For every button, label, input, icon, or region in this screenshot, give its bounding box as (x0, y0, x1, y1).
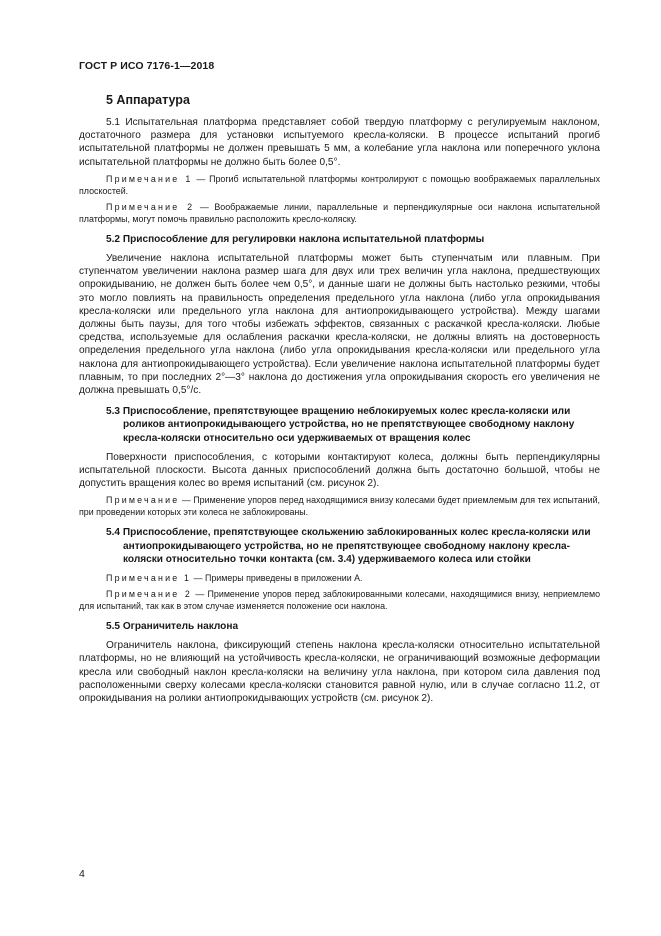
note-text: — Прогиб испытательной платформы контролируют с помощью воображаемых параллельных плоскостей. (79, 173, 601, 196)
note-label: Примечание 1 (106, 173, 193, 184)
note-label: Примечание 1 (106, 573, 192, 584)
note-label: Примечание 2 (106, 589, 193, 600)
page-content (79, 93, 600, 705)
page-number: 4 (79, 868, 85, 880)
subsection-5-5-title: 5.5 Ограничитель наклона (106, 621, 239, 633)
note-2 (79, 201, 600, 225)
note-text: — Применение упоров перед заблокированными колесами, находящимися внизу, неприемлемо для испытаний, так как в этом случае изменяется положение оси наклона. (79, 589, 600, 612)
note-1 (79, 173, 600, 197)
section-title: 5 Аппаратура (106, 93, 190, 107)
note-text: — Воображаемые линии, параллельные и перпендикулярные оси наклона испытательной платформы, могут помочь правильно расположить кресло-коляску. (79, 201, 601, 224)
document-header: ГОСТ Р ИСО 7176-1—2018 (79, 60, 215, 72)
paragraph-5-5: Ограничитель наклона, фиксирующий степень наклона кресла-коляски относительно испытательной платформы, но не влияющий на устойчивость кресла-коляски, не ограничивающий возможные деформации кресла или свободный наклон кресла-коляски на величину угла наклона, при котором сила давления под расположенными сверху колесами кресла-коляски становится равной нулю, или в случае согласно 11.2, от опрокидывания на ролики антиопрокидывающих устройств (см. рисунок 2). (79, 640, 600, 705)
paragraph-5-3: Поверхности приспособления, с которыми контактируют колеса, должны быть перпендикулярны испытательной плоскости. Высота данных приспособлений должна быть достаточно большой, чтобы не допустить вращения колес во время испытаний (см. рисунок 2). (79, 451, 600, 490)
subsection-5-2-title: 5.2 Приспособление для регулировки наклона испытательной платформы (106, 233, 485, 245)
paragraph-5-1: 5.1 Испытательная платформа представляет собой твердую платформу с регулируемым наклоном, достаточного размера для установки испытуемого кресла-коляски. В процессе испытаний прогиб испытательной платформы не должен превышать 5 мм, а колебание угла наклона или поперечного уклона испытательной платформы не должно быть более 0,5°. (79, 117, 600, 168)
subsection-5-3-title: 5.3 Приспособление, препятствующее вращению неблокируемых колес кресла-коляски или роликов антиопрокидывающего устройства, но не препятствующее свободному наклону кресла-коляски относительно оси удерживаемых от вращения колес (106, 406, 575, 444)
paragraph-5-2: Увеличение наклона испытательной платформы может быть ступенчатым или плавным. При ступенчатом увеличении наклона размер шага для двух или трех величин угла наклона, предшествующих опрокидыванию, не должен быть более чем 0,5°, и данные шаги не должны быть настолько резкими, чтобы это могло повлиять на правильность определения предельного угла наклона (либо угла опрокидывания кресла-коляски или предельного угла наклона для антиопрокидывающего устройства). Между шагами должны быть паузы, для того чтобы избежать эффектов, связанных с раскачкой кресла-коляски. Любые средства, используемые для ослабления раскачки кресла-коляски, не должны влиять на достоверность определения предельного угла наклона (либо угла опрокидывания кресла-коляски или предельного угла наклона для антиопрокидывающего устройства). Если увеличение наклона испытательной платформы будет плавным, то при последних 2°—3° наклона до достижения угла опрокидывания скорость его увеличения не должна превышать 0,5°/с. (79, 253, 600, 397)
note-label: Примечание (106, 495, 180, 506)
note-5-4-1 (79, 572, 600, 584)
note-5-3 (79, 494, 600, 518)
note-label: Примечание 2 (106, 201, 195, 212)
subsection-5-4-title: 5.4 Приспособление, препятствующее скольжению заблокированных колес кресла-коляски или антиопрокидывающего устройства, но не препятствующее свободному наклону кресла-коляски относительно точки контакта (см. 3.4) удерживаемого колеса или стойки (106, 527, 591, 565)
note-5-4-2 (79, 588, 600, 612)
note-text: — Примеры приведены в приложении А. (193, 573, 363, 584)
note-text: — Применение упоров перед находящимися внизу колесами будет приемлемым для тех испытаний, при проведении которых эти колеса не заблокированы. (79, 495, 600, 518)
